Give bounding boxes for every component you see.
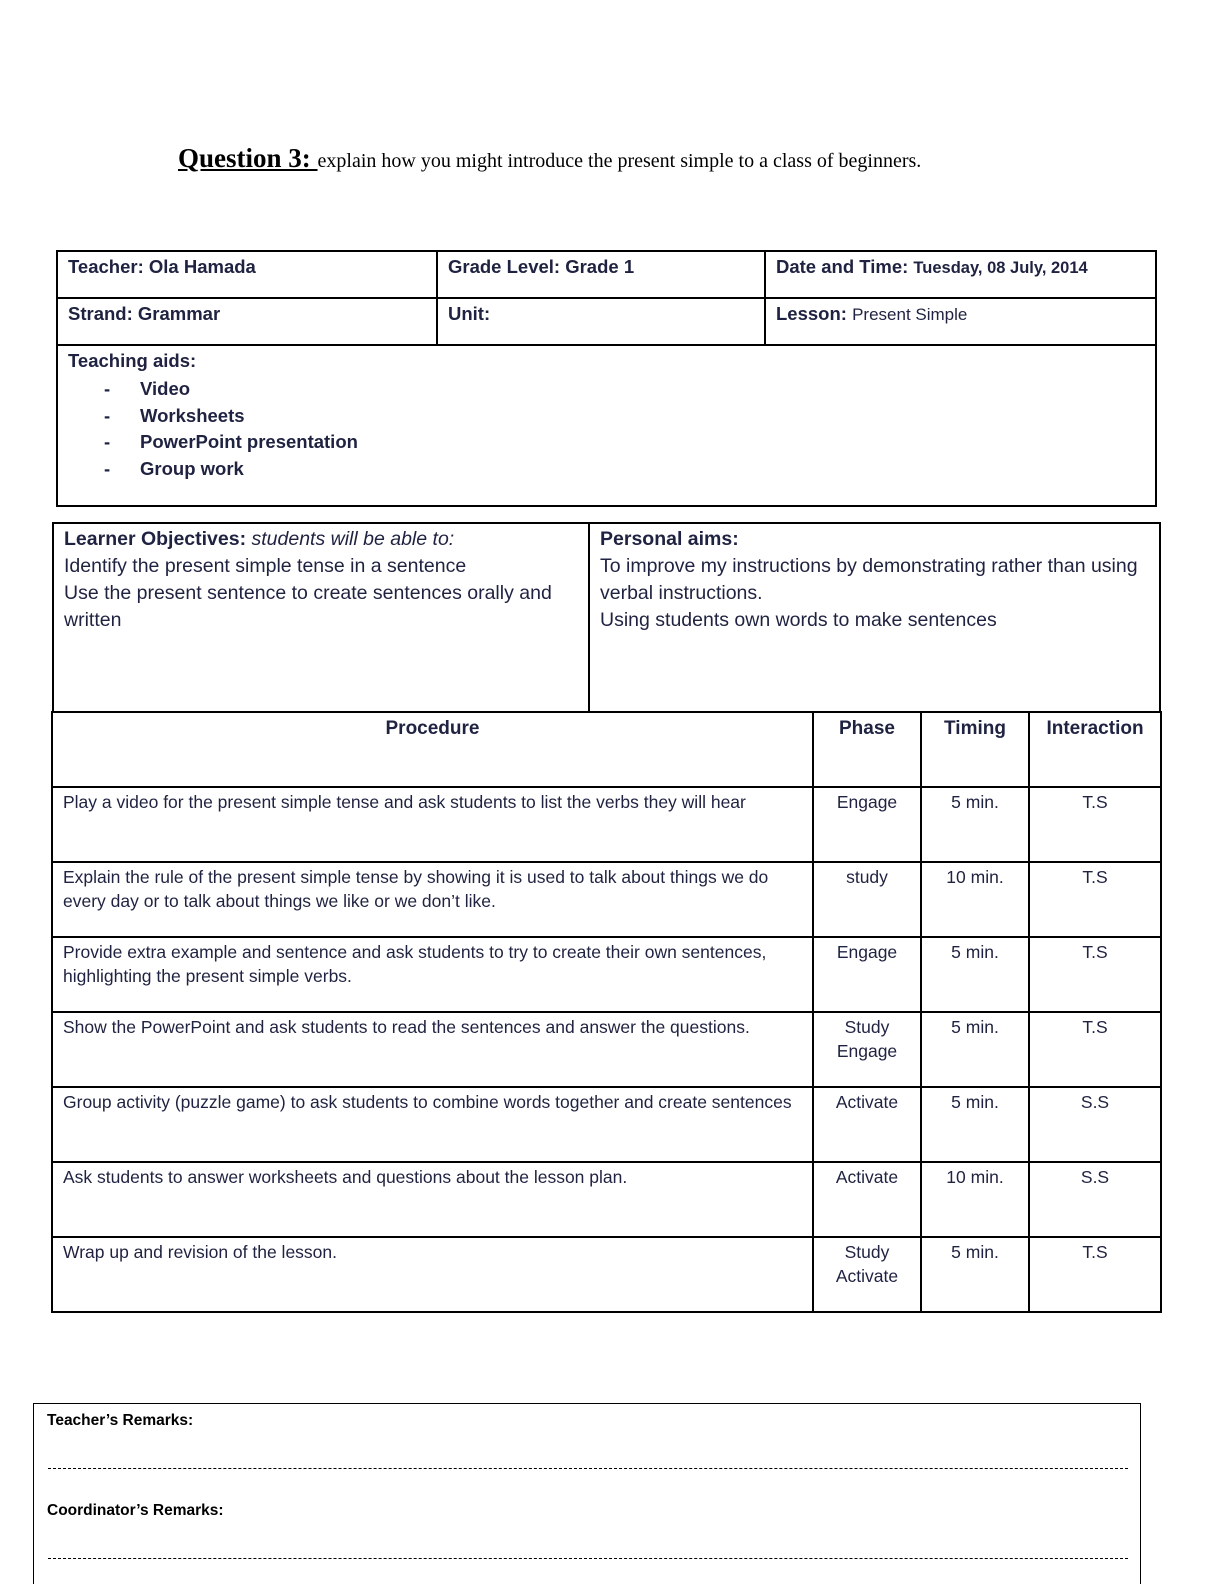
- interaction-cell: T.S: [1029, 1012, 1161, 1087]
- strand-cell: [57, 298, 437, 345]
- teaching-aids-label: Teaching aids:: [68, 350, 197, 371]
- unit-cell: [437, 298, 765, 345]
- table-row: [52, 1162, 1161, 1237]
- grade-value: Grade 1: [565, 256, 635, 277]
- learner-objectives-cell: [53, 523, 589, 712]
- table-row: [52, 937, 1161, 1012]
- objectives-label: Learner Objectives:: [64, 528, 252, 550]
- aim-line: Using students own words to make sentences: [600, 609, 997, 631]
- question-heading: [178, 143, 921, 174]
- coordinator-remarks-label: Coordinator’s Remarks:: [47, 1502, 224, 1519]
- phase-cell: Activate: [813, 1087, 921, 1162]
- lesson-label: Lesson:: [776, 303, 853, 324]
- procedure-header: Procedure: [52, 712, 813, 787]
- teacher-remarks-label: Teacher’s Remarks:: [47, 1412, 194, 1429]
- procedure-cell: Provide extra example and sentence and ask students to try to create their own sentences, highlighting the present simple verbs.: [52, 937, 813, 1012]
- list-item: - Worksheets: [104, 404, 245, 426]
- question-label: Question 3:: [178, 143, 318, 173]
- date-cell: [765, 251, 1156, 298]
- unit-label: Unit:: [448, 303, 491, 324]
- procedure-table: [51, 711, 1162, 1313]
- phase-cell: study: [813, 862, 921, 937]
- lesson-cell: [765, 298, 1156, 345]
- strand-label: Strand:: [68, 303, 138, 324]
- strand-value: Grammar: [137, 303, 221, 324]
- interaction-cell: T.S: [1029, 787, 1161, 862]
- phase-cell: Study Activate: [813, 1237, 921, 1312]
- interaction-header: Interaction: [1029, 712, 1161, 787]
- objectives-table: [52, 522, 1161, 713]
- personal-aims-label: Personal aims:: [600, 528, 739, 550]
- timing-cell: 5 min.: [921, 937, 1029, 1012]
- aim-line: To improve my instructions by demonstrating rather than using verbal instructions.: [600, 555, 1138, 604]
- objectives-intro: students will be able to:: [251, 528, 455, 550]
- grade-label: Grade Level:: [448, 256, 566, 277]
- phase-cell: Engage: [813, 787, 921, 862]
- phase-cell: Engage: [813, 937, 921, 1012]
- interaction-cell: T.S: [1029, 862, 1161, 937]
- timing-cell: 5 min.: [921, 1237, 1029, 1312]
- teaching-aids-list: [68, 376, 1145, 482]
- procedure-cell: Explain the rule of the present simple tense by showing it is used to talk about things we do every day or to talk about things we like or we don’t like.: [52, 862, 813, 937]
- list-item: - Group work: [104, 457, 244, 479]
- phase-cell: Study Engage: [813, 1012, 921, 1087]
- objective-line: Identify the present simple tense in a sentence: [64, 555, 467, 577]
- date-label: Date and Time:: [776, 256, 914, 277]
- timing-cell: 10 min.: [921, 1162, 1029, 1237]
- procedure-cell: Group activity (puzzle game) to ask students to combine words together and create sentences: [52, 1087, 813, 1162]
- lesson-value: Present Simple: [852, 305, 968, 324]
- timing-cell: 5 min.: [921, 787, 1029, 862]
- date-value: Tuesday, 08 July, 2014: [913, 259, 1088, 277]
- interaction-cell: T.S: [1029, 1237, 1161, 1312]
- procedure-cell: Wrap up and revision of the lesson.: [52, 1237, 813, 1312]
- question-text: explain how you might introduce the present simple to a class of beginners.: [317, 150, 922, 172]
- teacher-remarks-line: [48, 1468, 1128, 1469]
- table-row: [52, 862, 1161, 937]
- teaching-aids-cell: [57, 345, 1156, 506]
- procedure-cell: Show the PowerPoint and ask students to read the sentences and answer the questions.: [52, 1012, 813, 1087]
- procedure-cell: Play a video for the present simple tense and ask students to list the verbs they will hear: [52, 787, 813, 862]
- timing-header: Timing: [921, 712, 1029, 787]
- table-row: [52, 787, 1161, 862]
- list-item: - PowerPoint presentation: [104, 431, 358, 452]
- table-row: [52, 1087, 1161, 1162]
- interaction-cell: T.S: [1029, 937, 1161, 1012]
- phase-cell: Activate: [813, 1162, 921, 1237]
- lesson-header-table: [56, 250, 1157, 507]
- teacher-label: Teacher:: [68, 256, 149, 277]
- table-row: [52, 1237, 1161, 1312]
- timing-cell: 5 min.: [921, 1012, 1029, 1087]
- interaction-cell: S.S: [1029, 1162, 1161, 1237]
- timing-cell: 5 min.: [921, 1087, 1029, 1162]
- table-row: [52, 1012, 1161, 1087]
- remarks-box: [33, 1403, 1141, 1584]
- coordinator-remarks-line: [48, 1558, 1128, 1559]
- teacher-value: Ola Hamada: [148, 256, 256, 277]
- table-header-row: [52, 712, 1161, 787]
- phase-header: Phase: [813, 712, 921, 787]
- teacher-cell: [57, 251, 437, 298]
- objective-line: Use the present sentence to create sentences orally and written: [64, 582, 552, 631]
- timing-cell: 10 min.: [921, 862, 1029, 937]
- procedure-cell: Ask students to answer worksheets and questions about the lesson plan.: [52, 1162, 813, 1237]
- grade-cell: [437, 251, 765, 298]
- interaction-cell: S.S: [1029, 1087, 1161, 1162]
- personal-aims-cell: [589, 523, 1160, 712]
- list-item: - Video: [104, 378, 191, 399]
